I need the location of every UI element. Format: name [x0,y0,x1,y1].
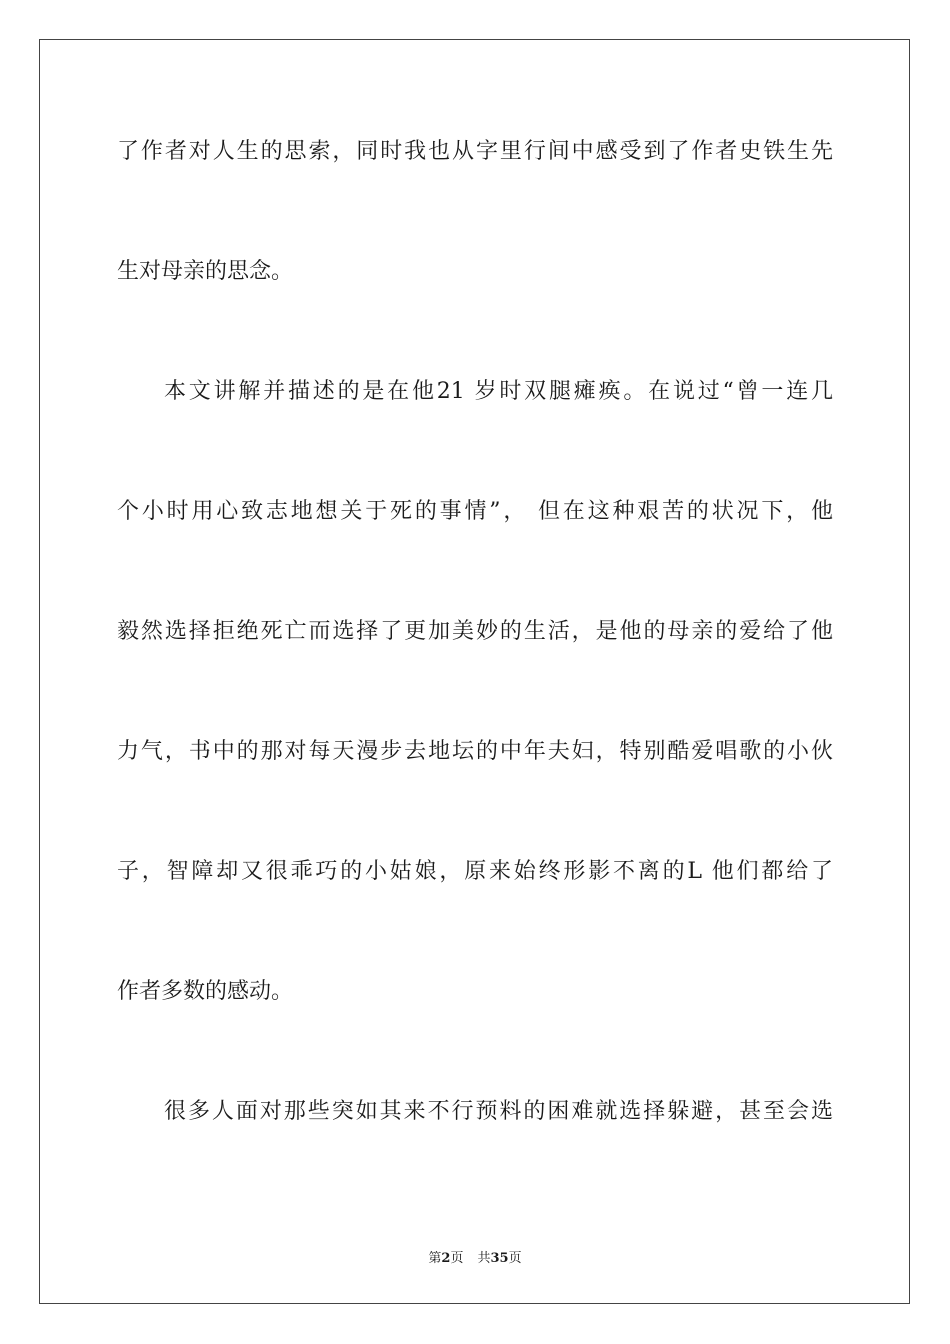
text-line-2: 生对母亲的思念。 [117,259,294,284]
page-footer [0,1247,950,1266]
text-line-5: 毅然选择拒绝死亡而选择了更加美妙的生活，是他的母亲的爱给了他 [117,619,833,644]
text-line-6: 力气，书中的那对每天漫步去地坛的中年夫妇，特别酷爱唱歌的小伙 [117,739,833,764]
footer-page-number: 2 [441,1251,451,1266]
footer-total-suffix: 页 [508,1251,522,1266]
text-line-8: 作者多数的感动。 [117,979,294,1004]
footer-total-prefix: 共 [477,1251,491,1266]
text-line-7: 子，智障却又很乖巧的小姑娘，原来始终形影不离的L 他们都给了 [117,859,833,884]
text-line-1: 了作者对人生的思索，同时我也从字里行间中感受到了作者史铁生先 [117,139,833,164]
text-line-4: 个小时用心致志地想关于死的事情”， 但在这种艰苦的状况下，他 [117,499,833,524]
text-line-9: 很多人面对那些突如其来不行预料的困难就选择躲避，甚至会选 [164,1099,833,1124]
footer-total-number: 35 [490,1251,509,1266]
text-line-3: 本文讲解并描述的是在他21 岁时双腿瘫痪。在说过“曾一连几 [164,379,833,404]
footer-page-suffix: 页 [450,1251,464,1266]
footer-page-prefix: 第 [428,1251,442,1266]
